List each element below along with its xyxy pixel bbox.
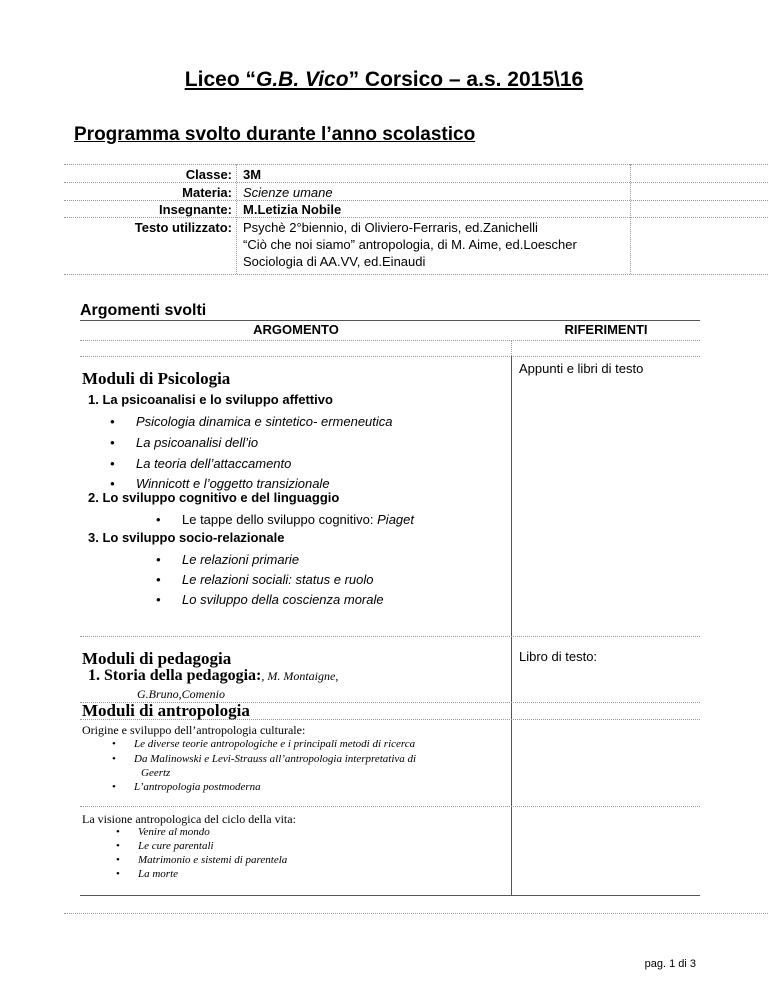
unit-heading: 2. Lo sviluppo cognitivo e del linguaggio: [88, 490, 340, 505]
list-item: • Da Malinowski e Levi-Strauss all’antropologia interpretativa di: [134, 753, 416, 765]
table-rule: [80, 806, 700, 807]
info-divider: [630, 164, 631, 274]
module-title: Moduli di antropologia: [82, 701, 250, 720]
table-top-rule: [80, 320, 700, 321]
table-rule: [80, 636, 700, 637]
info-divider: [236, 164, 237, 274]
list-item: • Le relazioni primarie: [182, 552, 299, 567]
module-reference: Libro di testo:: [519, 649, 598, 664]
list-item: • La morte: [138, 868, 178, 880]
teacher-value: M.Letizia Nobile: [243, 202, 342, 217]
page-title: Liceo “G.B. Vico” Corsico – a.s. 2015\16: [184, 68, 584, 91]
list-item: • Venire al mondo: [138, 826, 210, 838]
class-label: Classe:: [185, 167, 232, 182]
info-rule: [64, 164, 768, 165]
column-header-refs: RIFERIMENTI: [564, 322, 648, 337]
list-item: • Winnicott e l’oggetto transizionale: [136, 476, 330, 491]
page-subtitle: Programma svolto durante l’anno scolastico: [74, 124, 476, 145]
list-item: • Lo sviluppo della coscienza morale: [182, 592, 384, 607]
footer-rule: [64, 913, 768, 914]
list-item: • Le diverse teorie antropologiche e i principali metodi di ricerca: [134, 738, 415, 750]
list-item: • La teoria dell’attaccamento: [136, 456, 291, 471]
list-item: • Matrimonio e sistemi di parentela: [138, 854, 287, 866]
list-item: • Psicologia dinamica e sintetico- ermeneutica: [136, 414, 393, 429]
list-item: • La psicoanalisi dell’io: [136, 435, 258, 450]
table-divider: [511, 340, 512, 356]
subject-label: Materia:: [182, 185, 232, 200]
page-number: pag. 1 di 3: [644, 958, 696, 970]
textbook-item: Psychè 2°biennio, di Oliviero-Ferraris, ed.Zanichelli: [243, 220, 538, 235]
info-rule: [64, 200, 768, 201]
topic-intro: La visione antropologica del ciclo della vita:: [82, 812, 296, 826]
list-item: • L’antropologia postmoderna: [134, 781, 261, 793]
table-rule: [80, 356, 700, 357]
info-rule: [64, 217, 768, 218]
column-header-topic: ARGOMENTO: [253, 322, 339, 337]
module-title: Moduli di Psicologia: [82, 369, 231, 388]
info-rule: [64, 274, 768, 275]
unit-heading: 3. Lo sviluppo socio-relazionale: [88, 530, 285, 545]
topic-intro: Origine e sviluppo dell’antropologia culturale:: [82, 723, 306, 737]
unit-heading: 1. La psicoanalisi e lo sviluppo affettivo: [88, 392, 333, 407]
textbook-item: Sociologia di AA.VV, ed.Einaudi: [243, 254, 426, 269]
unit-heading: 1. Storia della pedagogia:, M. Montaigne,: [88, 667, 339, 684]
module-title: Moduli di pedagogia: [82, 649, 232, 668]
unit-heading-continuation: G.Bruno,Comenio: [137, 687, 225, 701]
table-rule: [80, 340, 700, 341]
table-bottom-rule: [80, 895, 700, 896]
subject-value: Scienze umane: [243, 185, 333, 200]
class-value: 3M: [243, 167, 262, 182]
list-item: • Le cure parentali: [138, 840, 214, 852]
textbook-item: “Ciò che noi siamo” antropologia, di M. Aime, ed.Loescher: [243, 237, 577, 252]
list-item-continuation: Geertz: [141, 767, 171, 779]
section-title: Argomenti svolti: [80, 302, 207, 319]
info-rule: [64, 182, 768, 183]
table-column-divider: [511, 356, 512, 896]
list-item: • Le tappe dello sviluppo cognitivo: Piaget: [182, 512, 414, 527]
list-item: • Le relazioni sociali: status e ruolo: [182, 572, 374, 587]
module-reference: Appunti e libri di testo: [519, 361, 644, 376]
textbooks-label: Testo utilizzato:: [134, 220, 232, 235]
teacher-label: Insegnante:: [159, 202, 232, 217]
